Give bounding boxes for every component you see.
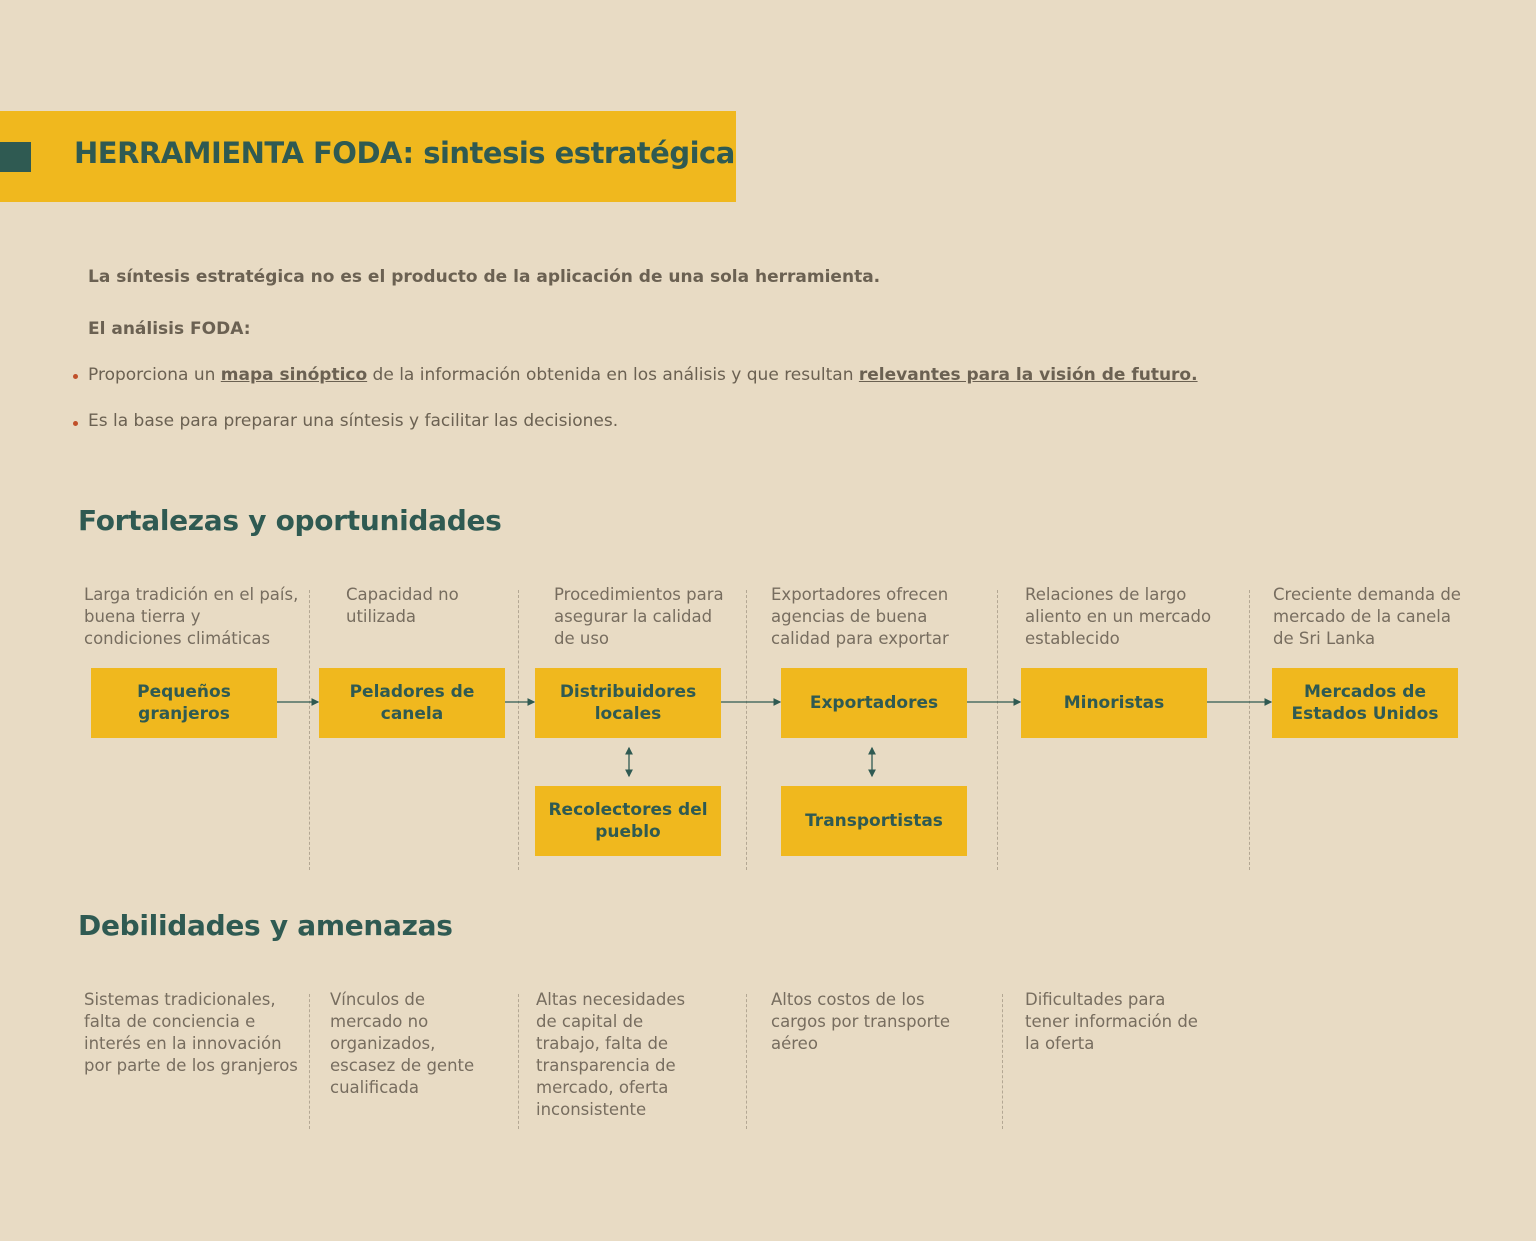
chain-box-transporters: Transportistas (781, 786, 967, 856)
strength-description: Exportadores ofrecen agencias de buena calidad para exportar (771, 585, 949, 648)
strength-description: Procedimientos para asegurar la calidad de uso (554, 585, 724, 648)
chain-box-cinnamon-peelers: Peladores de canela (319, 668, 505, 738)
weakness-description: Vínculos de mercado no organizados, escasez de gente cualificada (330, 990, 475, 1097)
chain-box-retailers: Minoristas (1021, 668, 1207, 738)
strength-description: Capacidad no utilizada (346, 585, 459, 626)
weakness-description: Sistemas tradicionales, falta de conciencia e interés en la innovación por parte de los granjeros (84, 990, 298, 1075)
section-title-strengths: Fortalezas y oportunidades (78, 504, 502, 537)
weakness-description: Altas necesidades de capital de trabajo, falta de transparencia de mercado, oferta inconsistente (536, 990, 686, 1119)
chain-box-exporters: Exportadores (781, 668, 967, 738)
weakness-description: Altos costos de los cargos por transporte aéreo (771, 990, 951, 1053)
intro-statement: La síntesis estratégica no es el producto de la aplicación de una sola herramienta. (88, 267, 881, 287)
bullet-item-2: Es la base para preparar una síntesis y facilitar las decisiones. (88, 411, 619, 431)
weakness-description: Dificultades para tener información de la oferta (1025, 990, 1198, 1053)
chain-box-us-markets: Mercados de Estados Unidos (1272, 668, 1458, 738)
chain-box-small-farmers: Pequeños granjeros (91, 668, 277, 738)
strength-description: Larga tradición en el país, buena tierra y condiciones climáticas (84, 585, 299, 648)
bullet-1-text-a: Proporciona un (88, 365, 221, 385)
section-title-weaknesses: Debilidades y amenazas (78, 909, 453, 942)
bullet-1-highlight-b: relevantes para la visión de futuro. (858, 365, 1198, 385)
strength-description: Relaciones de largo aliento en un mercado establecido (1025, 585, 1212, 648)
chain-box-local-distributors: Distribuidores locales (535, 668, 721, 738)
strength-description: Creciente demanda de mercado de la canela de Sri Lanka (1273, 585, 1461, 648)
bullet-1-text-b: de la información obtenida en los análisis y que resultan (367, 365, 859, 385)
intro-subheading: El análisis FODA: (88, 319, 251, 339)
page-title: HERRAMIENTA FODA: sintesis estratégica (74, 136, 735, 170)
chain-box-village-collectors: Recolectores del pueblo (535, 786, 721, 856)
bullet-1-highlight-a: mapa sinóptico (220, 365, 368, 385)
